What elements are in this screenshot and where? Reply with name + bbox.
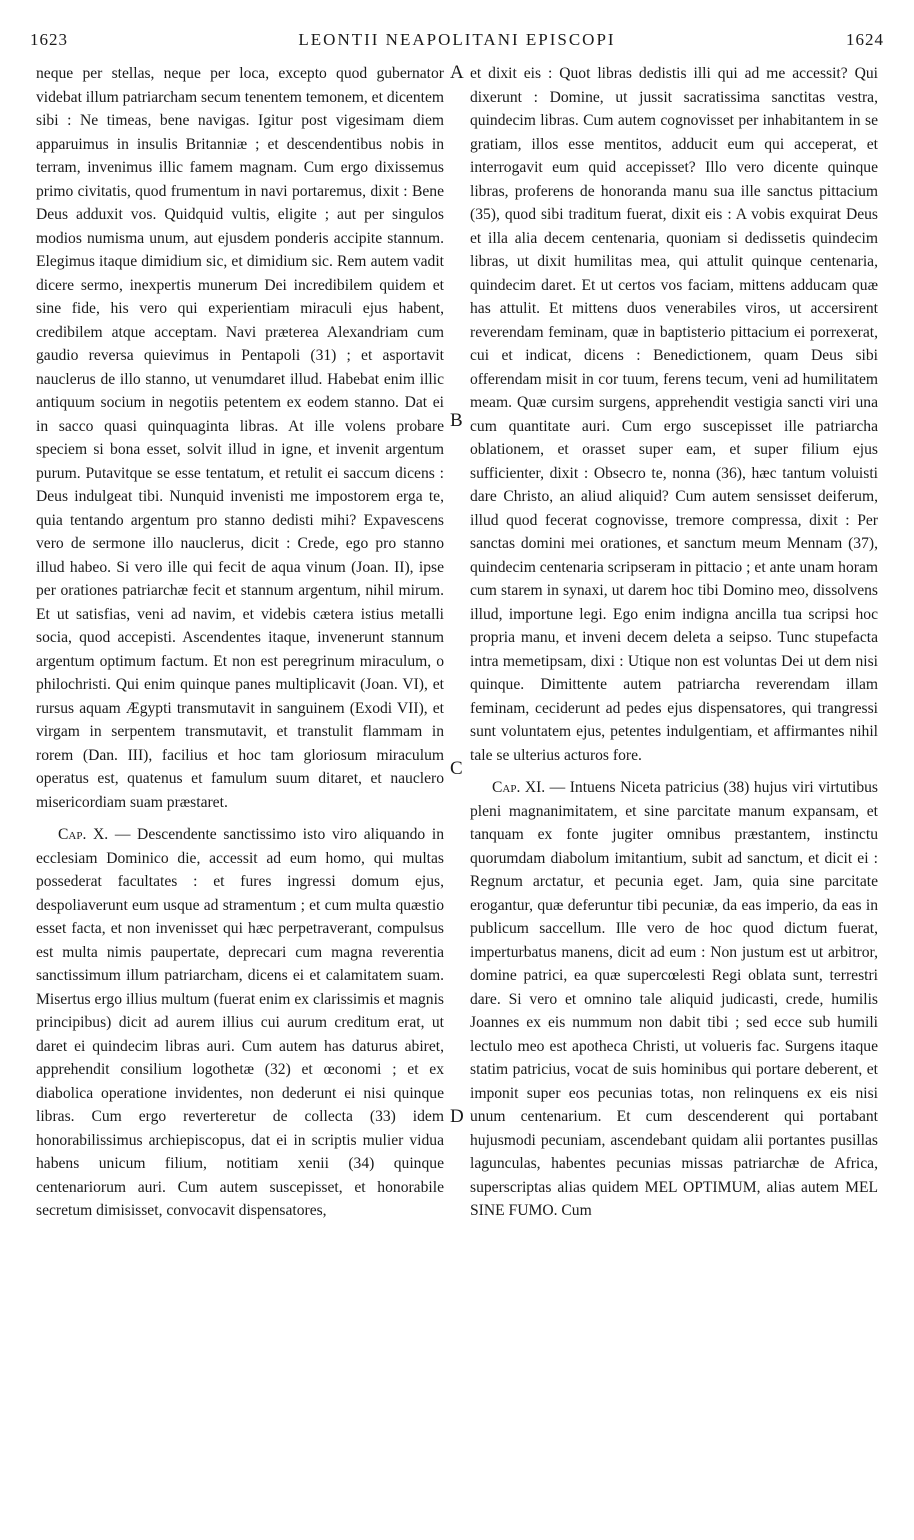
running-title: LEONTII NEAPOLITANI EPISCOPI	[298, 30, 616, 49]
left-column	[36, 62, 444, 1223]
chapter-paragraph	[36, 823, 444, 1223]
paragraph-text: — Descendente sanctissimo isto viro aliquando in ecclesiam Dominico die, accessit ad eum homo, qui multas possederat facultates : et fures ingressi domum ejus, despoliaverunt eum usque ad stramentum ; et cum multa quæstio esset facta, et non invenisset qui hæc perpetraverant, compulsus est multa nimis paupertate, deprecari cum magna reverentia sanctissimum illum patriarcham, dicens ei et calamitatem suam. Misertus ergo illius multum (fuerat enim ex clarissimis et magnis principibus) dicit ad aurem illius cui aurum creditum erat, ut daret ei quindecim libras auri. Cum autem has daturus abiret, apprehendit consilium logothetæ (32) et œconomi ; et ex diabolica operatione invidentes, non dederunt ei nisi quinque libras. Cum ergo reverteretur de collecta (33) idem honorabilissimus archiepiscopus, dat ei in scriptis mulier vidua habens unicum filium, notitiam xenii (34) quinque centenariorum auri. Cum autem suscepisset, et honorabile secretum dimisisset, convocavit dispensatores,	[36, 826, 444, 1219]
margin-letter-b: B	[450, 410, 463, 431]
margin-letter-d: D	[450, 1106, 464, 1127]
left-page-number: 1623	[30, 30, 68, 49]
paragraph: neque per stellas, neque per loca, excepto quod gubernator videbat illum patriarcham secum tenentem temonem, et dicentem sibi : Ne timeas, bene navigas. Igitur post vigesimam diem apparuimus in insulis Britanniæ ; et descendentibus nobis in terram, invenimus illic famem magnam. Cum ergo dixissemus primo civitatis, quod frumentum in navi portaremus, dixit : Bene Deus adduxit vos. Quidquid vultis, eligite ; aut per singulos modios numisma unum, aut ejusdem ponderis accipite stannum. Elegimus itaque dimidium sic, et dimidium sic. Rem autem vadit dicere sermo, inexpertis munerum Dei incredibilem quidem et sine fide, his vero qui experientiam miraculi ejus habent, credibilem atque acceptam. Navi præterea Alexandriam cum gaudio reversa quievimus in Pentapoli (31) ; et asportavit nauclerus de illo stanno, ut venumdaret illud. Habebat enim illic antiquum socium in negotiis petentem ex eodem stanno. Dat ei in sacco quasi quinquaginta libras. At ille volens probare speciem si bona esset, solvit illud in igne, et invenit argentum purum. Putavitque se esse tentatum, et retulit ei saccum dicens : Deus indulgeat tibi. Nunquid invenisti me impostorem erga te, quia tentando argentum pro stanno dedisti mihi? Expavescens vero de sermone illo nauclerus, dicit : Crede, ego pro stanno illud habeo. Si vero ille qui fecit de aqua vinum (Joan. II), ipse per orationes patriarchæ fecit et stannum argentum, nihil mirum. Et ut satisfias, veni ad navim, et videbis cætera istius metalli socia, quod accepisti. Ascendentes itaque, invenerunt stannum argentum optimum factum. Et non est peregrinum miraculum, o philochristi. Qui enim quinque panes multiplicavit (Joan. VI), et rursus aquam Ægypti transmutavit in sanguinem (Exodi VII), et virgam in serpentem transmutavit, et transtulit flammam in rorem (Dan. III), facilius et hoc tam gloriosum miraculum operatus est, quatenus et famulum suum ditaret, et nauclero misericordiam suam præstaret.	[36, 65, 444, 811]
paragraph: et dixit eis : Quot libras dedistis illi qui ad me accessit? Qui dixerunt : Domine, ut jussit sacratissima sanctitas vestra, quindecim libras. Cum autem cognovisset per inhabitantem in se gratiam, illos esse mentitos, adducit eum qui acceperat, et interrogavit eum quid accepisset? Illo vero dicente quinque libras, proferens de honoranda manu sua ille sanctus pittacium (35), quod sibi traditum fuerat, dixit eis : A vobis exquirat Deus et illa alia decem centenaria, quoniam si dedissetis quindecim libras, ut dixit humilitas mea, qui attulit quinque centenaria, quindecim daret. Et ut certos vos faciam, mittens adducam quæ has attulit. Et mittens duos venerabiles viros, ut accersirent reverendam feminam, quæ in baptisterio pittacium ei porrexerat, cui et indicat, dicens : Benedictionem, quam Deus sibi offerendam misit in cor tuum, ferens tecum, veni ad humilitatem meam. Quæ cursim surgens, apprehendit vestigia sancti viri una cum quantitate auri. Cum ergo suscepisset ille patriarcha oblationem, et orasset super eam, et super filium ejus sufficienter, dixit : Obsecro te, nonna (36), hæc tantum voluisti dare Christo, an aliud aliquid? Cum autem sensisset deiferum, illud quod fecerat cognovisse, tremore compressa, dixit : Per sanctas domini mei orationes, et sanctum meum Mennam (37), quindecim centenaria scripseram in pittacio ; et ante unam horam cum starem in synaxi, ut darem hoc tibi Domino meo, dissolvens illud, importune legi. Ego enim indigna ancilla tua scripsi hoc propria manu, et inveni decem deleta a seipso. Tunc stupefacta intra memetipsam, dixi : Utique non est voluntas Dei ut dem nisi quinque. Dimittente autem patriarcha reverendam illam feminam, ceciderunt ad pedes ejus dispensatores, qui trangressi sunt voluntatem ejus, petentes indulgentiam, et affirmantes nihil tale se ulterius acturos fore.	[470, 65, 878, 764]
right-column	[470, 62, 878, 1223]
margin-letter-c: C	[450, 758, 463, 779]
page-header	[30, 30, 884, 54]
right-page-number: 1624	[846, 30, 884, 49]
chapter-heading: Cap. X.	[58, 826, 109, 843]
paragraph-text: — Intuens Niceta patricius (38) hujus viri virtutibus pleni magnanimitatem, et sine parcitate manum expansam, et tanquam ex fonte jugiter omnibus præstantem, instinctu quorumdam diabolum imitantium, subit ad sanctum, et dicit ei : Regnum arctatur, et pecunia eget. Jam, quia sine parcitate erogantur, quæ deferuntur tibi pecuniæ, da eas imperio, da eas in publicum saccellum. Ille vero de hoc quod dictum fuerat, imperturbatus manens, dicit ad eum : Non justum est ut arbitror, domine patrici, ea quæ supercœlesti Regi oblata sunt, terrestri dare. Si vero et omnino tale aliquid judicasti, crede, humilis Joannes ex eis nummum non dabit tibi ; sed ecce sub humili lectulo meo est apotheca Christi, ut volueris fac. Surgens itaque statim patricius, vocat de suis hominibus qui portare deberent, et imponit super eos pecunias totas, non relinquens ex eis nisi unum centenarium. Et cum descenderent qui portabant hujusmodi pecuniam, ascendebant quidam alii portantes pusillas lagunculas, habentes pecunias missas patriarchæ de Africa, superscriptas alias quidem MEL OPTIMUM, alias autem MEL SINE FUMO. Cum	[470, 779, 878, 1219]
chapter-heading: Cap. XI.	[492, 779, 546, 796]
margin-letter-a: A	[450, 62, 464, 83]
chapter-paragraph	[470, 776, 878, 1223]
